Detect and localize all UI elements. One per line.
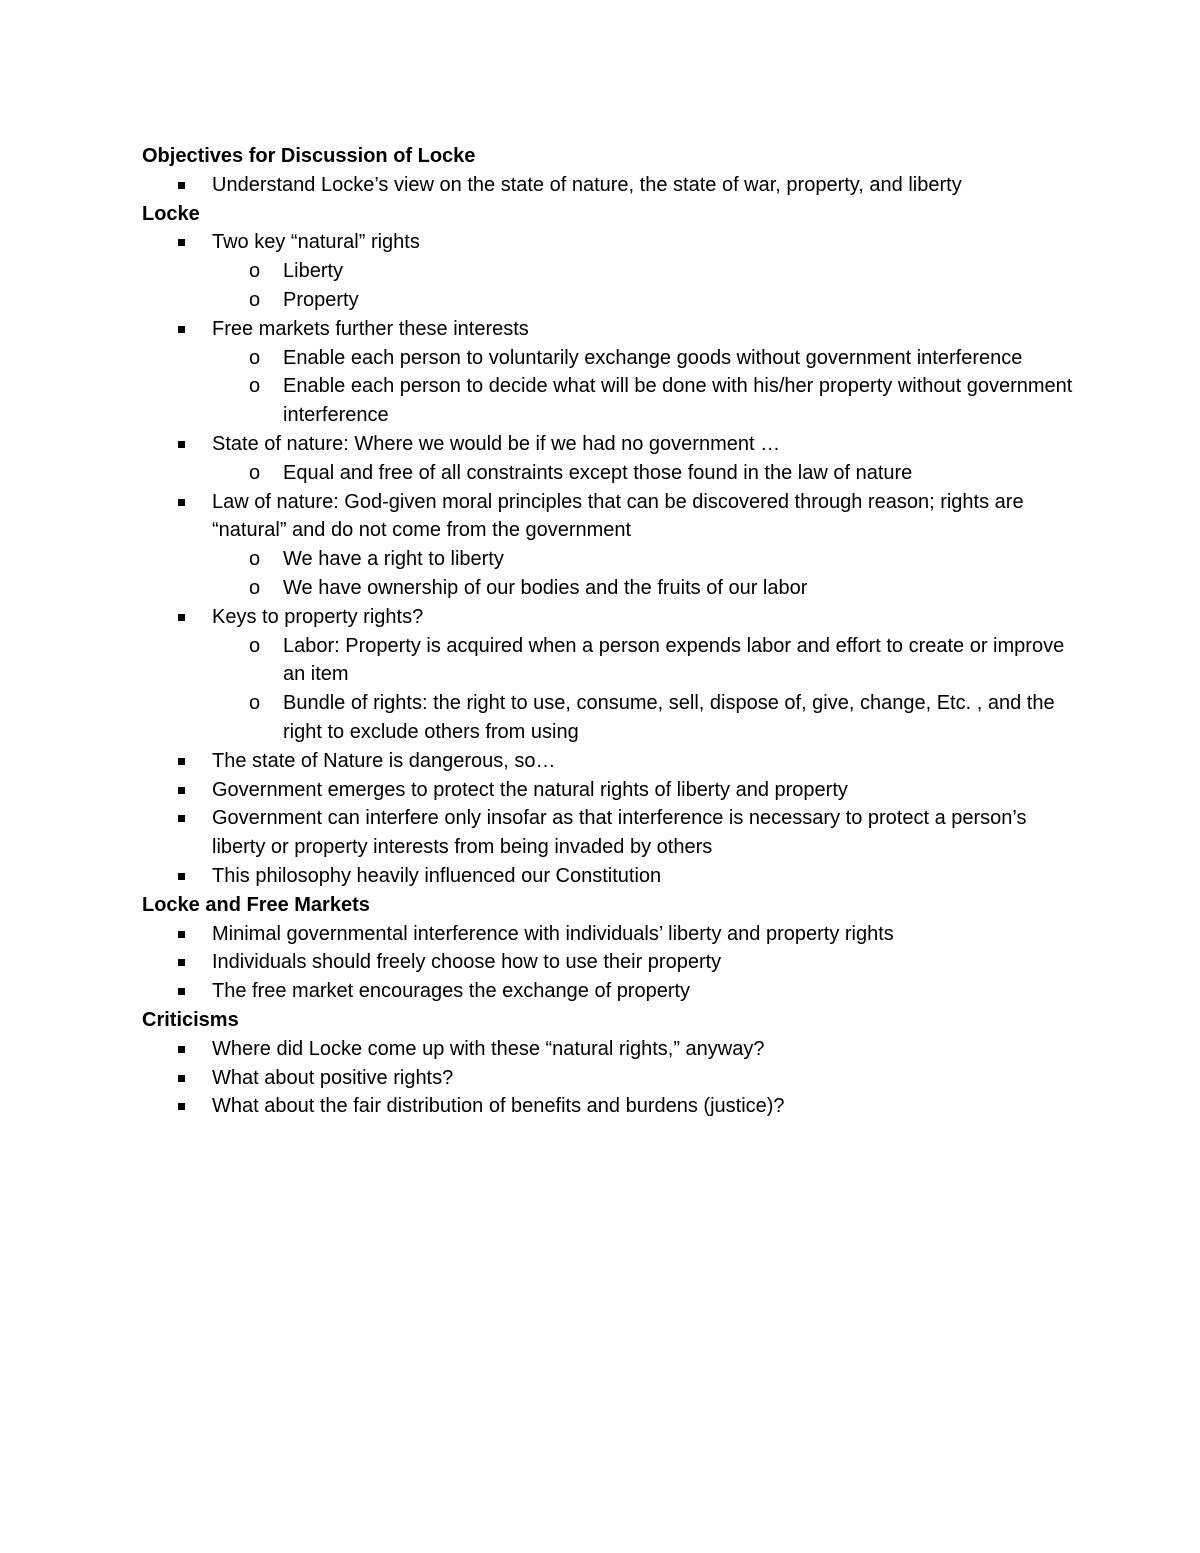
list-item-text: Two key “natural” rights [212, 231, 420, 254]
list-item-text: Individuals should freely choose how to use their property [212, 951, 722, 974]
square-bullet-icon [178, 1046, 185, 1053]
sub-list-item-text: Enable each person to voluntarily exchange goods without government interference [283, 346, 1023, 369]
square-bullet-icon [178, 326, 185, 333]
square-bullet-icon [178, 988, 185, 995]
bullet-list [142, 1035, 1082, 1121]
sub-list-item [142, 632, 1082, 690]
sub-list-item [142, 257, 1082, 286]
circle-bullet-icon: o [249, 260, 261, 283]
sub-list-item [142, 344, 1082, 373]
list-item [142, 315, 1082, 344]
circle-bullet-icon: o [249, 288, 261, 311]
list-item-text: State of nature: Where we would be if we had no government … [212, 432, 781, 455]
square-bullet-icon [178, 1103, 185, 1110]
sub-list-item [142, 372, 1082, 430]
bullet-list [142, 920, 1082, 1006]
circle-bullet-icon: o [249, 461, 261, 484]
list-item [142, 804, 1082, 862]
document-page [142, 142, 1082, 1121]
list-item [142, 171, 1082, 200]
square-bullet-icon [178, 787, 185, 794]
circle-bullet-icon: o [249, 375, 261, 398]
square-bullet-icon [178, 931, 185, 938]
list-item [142, 776, 1082, 805]
sub-list-item [142, 689, 1082, 747]
circle-bullet-icon: o [249, 576, 261, 599]
list-item-text: The state of Nature is dangerous, so… [212, 749, 556, 772]
sub-list-item-text: We have a right to liberty [283, 548, 504, 571]
bullet-list [142, 171, 1082, 200]
section-heading: Objectives for Discussion of Locke [142, 145, 476, 167]
list-item-text: Government emerges to protect the natural rights of liberty and property [212, 778, 848, 801]
square-bullet-icon [178, 239, 185, 246]
sub-list-item-text: We have ownership of our bodies and the fruits of our labor [283, 576, 808, 599]
circle-bullet-icon: o [249, 548, 261, 571]
list-item [142, 603, 1082, 632]
list-item [142, 948, 1082, 977]
list-item-text: What about positive rights? [212, 1066, 454, 1089]
square-bullet-icon [178, 758, 185, 765]
sub-list-item-text: Property [283, 288, 359, 311]
list-item [142, 1064, 1082, 1093]
sub-list-item [142, 574, 1082, 603]
square-bullet-icon [178, 1075, 185, 1082]
circle-bullet-icon: o [249, 692, 261, 715]
section-heading: Criticisms [142, 1008, 239, 1031]
list-item [142, 228, 1082, 257]
square-bullet-icon [178, 614, 185, 621]
square-bullet-icon [178, 959, 185, 966]
list-item-text: Free markets further these interests [212, 317, 529, 340]
section-heading: Locke [142, 202, 200, 225]
square-bullet-icon [178, 441, 185, 448]
list-item-text: Where did Locke come up with these “natural rights,” anyway? [212, 1037, 765, 1060]
sub-list-item-text: Equal and free of all constraints except those found in the law of nature [283, 461, 913, 484]
list-item-text: Minimal governmental interference with individuals’ liberty and property rights [212, 922, 894, 945]
list-item-text: What about the fair distribution of benefits and burdens (justice)? [212, 1095, 785, 1118]
list-item [142, 1092, 1082, 1121]
list-item-text: Law of nature: God-given moral principles that can be discovered through reason; rights are “natural” and do not come from the government [212, 490, 1024, 542]
list-item-text: The free market encourages the exchange of property [212, 980, 691, 1003]
square-bullet-icon [178, 499, 185, 506]
square-bullet-icon [178, 873, 185, 880]
list-item [142, 977, 1082, 1006]
circle-bullet-icon: o [249, 634, 261, 657]
sub-list-item-text: Liberty [283, 260, 344, 283]
sub-list-item-text: Enable each person to decide what will be done with his/her property without government interference [283, 375, 1073, 427]
sub-list-item-text: Bundle of rights: the right to use, consume, sell, dispose of, give, change, Etc. , and the right to exclude others from using [283, 692, 1055, 743]
circle-bullet-icon: o [249, 346, 261, 369]
sub-list-item [142, 459, 1082, 488]
list-item [142, 862, 1082, 891]
list-item-text: Understand Locke’s view on the state of nature, the state of war, property, and liberty [212, 173, 962, 196]
list-item-text: Keys to property rights? [212, 605, 424, 628]
list-item [142, 920, 1082, 949]
sub-list-item [142, 545, 1082, 574]
list-item [142, 1035, 1082, 1064]
sub-list-item [142, 286, 1082, 315]
list-item-text: Government can interfere only insofar as that interference is necessary to protect a person’s liberty or property interests from being invaded by others [212, 807, 1027, 859]
list-item-text: This philosophy heavily influenced our Constitution [212, 864, 662, 887]
square-bullet-icon [178, 815, 185, 822]
list-item [142, 747, 1082, 776]
list-item [142, 430, 1082, 459]
sub-list-item-text: Labor: Property is acquired when a person expends labor and effort to create or improve an item [283, 634, 1065, 686]
bullet-list [142, 228, 1082, 890]
section-heading: Locke and Free Markets [142, 893, 370, 916]
list-item [142, 488, 1082, 546]
square-bullet-icon [178, 182, 185, 189]
